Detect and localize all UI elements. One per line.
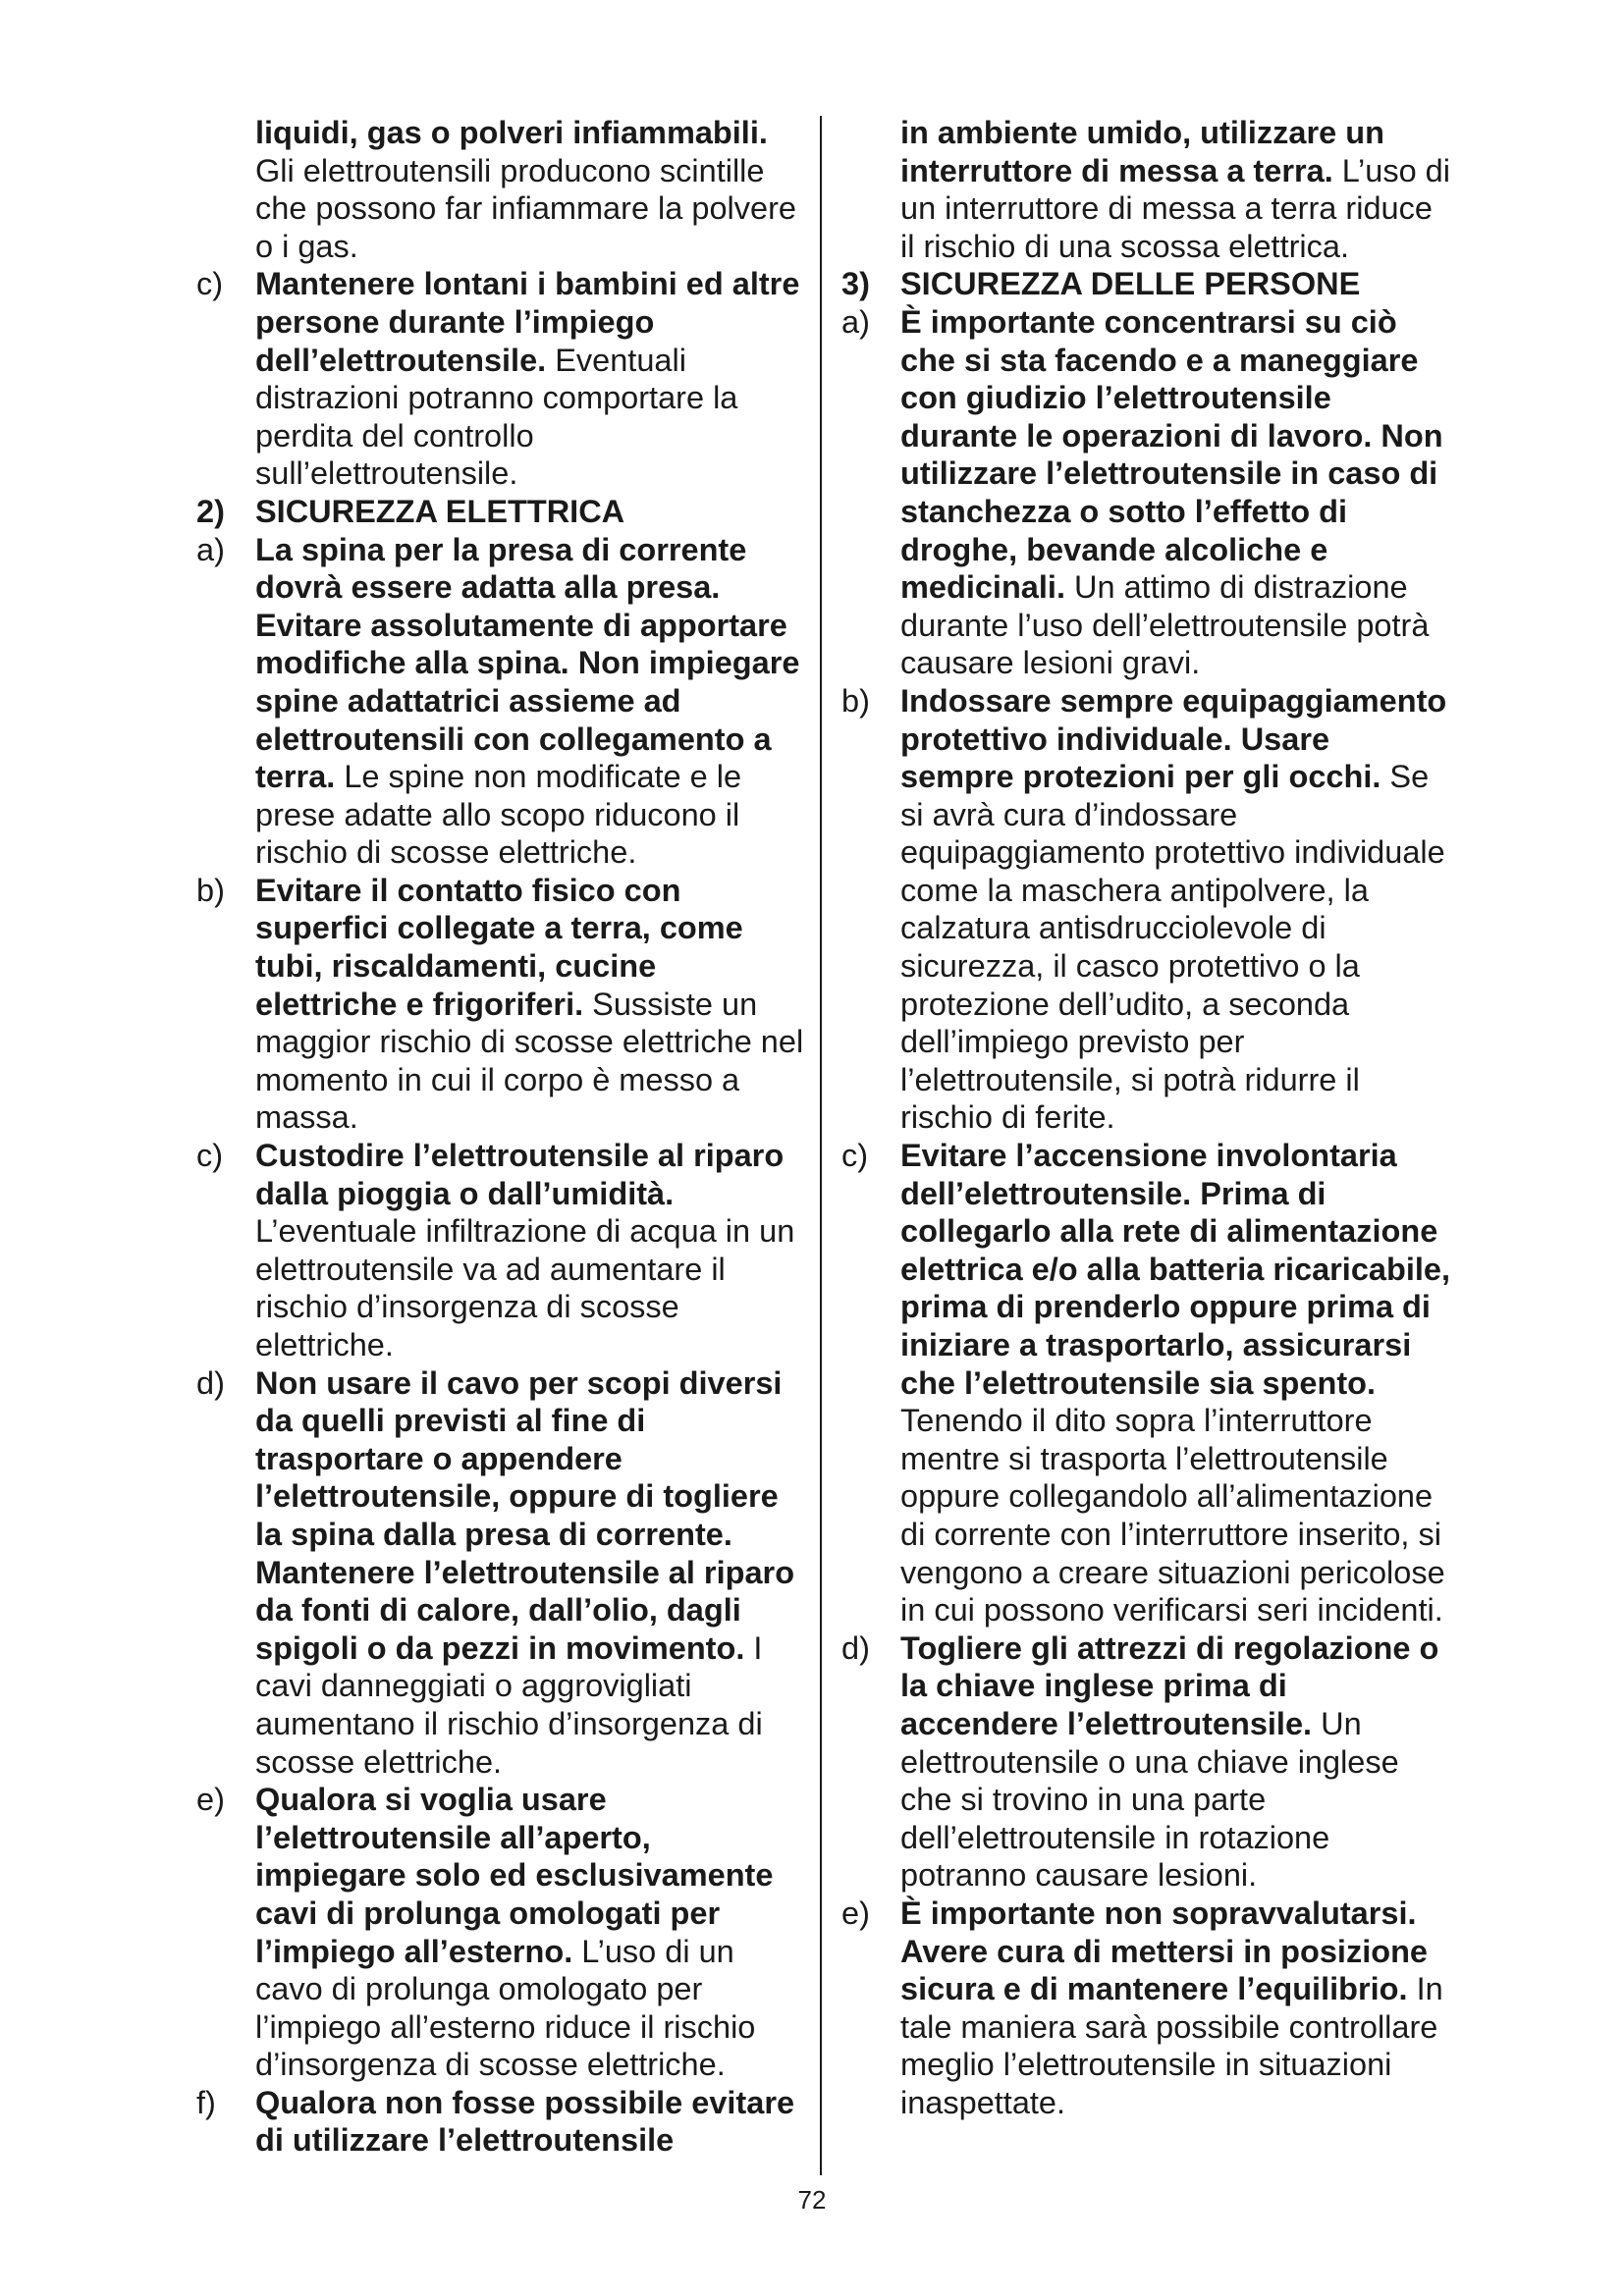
page-number: 72: [797, 2185, 827, 2215]
item-bold-text: Qualora non fosse possibile evitare di utilizzare l’elettroutensile: [255, 2084, 795, 2159]
item-bold-text: Custodire l’elettroutensile al riparo dalla pioggia o dall’umidità.: [255, 1138, 785, 1211]
item-label: a): [196, 531, 225, 567]
item-body-text: Se si avrà cura d’indossare equipaggiamento protettivo individuale come la maschera antipolvere, la calzatura antisdrucciolevole di sicurezza, il casco protettivo o la protezione dell’udito, a seconda dell’impiego previsto per l’elettroutensile, si potrà ridurre il rischio di ferite.: [900, 759, 1445, 1136]
item-label: f): [196, 2084, 216, 2120]
item-body-text: I cavi danneggiati o aggrovigliati aumentano il rischio d’insorgenza di scosse elettriche.: [255, 1629, 763, 1780]
item-label: a): [841, 303, 870, 340]
item-bold-text: Mantenere lontani i bambini ed altre persone durante l’impiego dell’elettroutensile.: [255, 266, 800, 378]
item-label: e): [196, 1782, 225, 1818]
item-bold-text: Indossare sempre equipaggiamento protettivo individuale. Usare sempre protezioni per gli occhi.: [900, 682, 1447, 795]
item-bold-text: È importante concentrarsi su ciò che si sta facendo e a maneggiare con giudizio l’elettroutensile durante le operazioni di lavoro. Non utilizzare l’elettroutensile in caso di stanchezza o sotto l’effetto di droghe, bevande alcoliche e medicinali.: [900, 303, 1443, 606]
section-heading-3: [841, 265, 1450, 303]
left-item-b: [196, 872, 805, 1137]
item-body-text: Sussiste un maggior rischio di scosse elettriche nel momento in cui il corpo è messo a massa.: [255, 986, 804, 1136]
item-bold-text: Togliere gli attrezzi di regolazione o la chiave inglese prima di accendere l’elettroutensile.: [900, 1629, 1439, 1741]
left-intro-paragraph: [196, 114, 805, 265]
section-number: 3): [841, 266, 870, 302]
section-number: 2): [196, 493, 225, 529]
left-item-e: [196, 1781, 805, 2084]
item-label: c): [196, 266, 224, 302]
right-cont-text: L’uso di un interruttore di messa a terra riduce il rischio di una scossa elettrica.: [900, 152, 1450, 264]
right-item-a: [841, 303, 1450, 682]
item-label: c): [841, 1138, 869, 1174]
right-column: [841, 114, 1450, 2121]
left-item-f: [196, 2084, 805, 2160]
left-intro-text: Gli elettroutensili producono scintille che possono far infiammare la polvere o i gas.: [255, 152, 796, 264]
item-label: b): [841, 682, 870, 719]
item-body-text: In tale maniera sarà possibile controllare meglio l’elettroutensile in situazioni inaspettate.: [900, 1971, 1443, 2120]
item-bold-text: Qualora si voglia usare l’elettroutensile all’aperto, impiegare solo ed esclusivamente cavi di prolunga omologati per l’impiego all’esterno.: [255, 1782, 774, 1969]
item-body-text: Eventuali distrazioni potranno comportare la perdita del controllo sull’elettroutensile.: [255, 342, 738, 492]
left-item-c2: [196, 1137, 805, 1364]
section-heading-2: [196, 493, 805, 531]
section-title: SICUREZZA DELLE PERSONE: [900, 266, 1361, 302]
item-bold-text: Evitare l’accensione involontaria dell’elettroutensile. Prima di collegarlo alla rete di alimentazione elettrica e/o alla batteria ricaricabile, prima di prenderlo oppure prima di iniziare a trasportarlo, assicurarsi che l’elettroutensile sia spento.: [900, 1138, 1451, 1401]
item-bold-text: Non usare il cavo per scopi diversi da quelli previsti al fine di trasportare o appendere l’elettroutensile, oppure di togliere la spina dalla presa di corrente. Mantenere l’elettroutensile al riparo da fonti di calore, dall’olio, dagli spigoli o da pezzi in movimento.: [255, 1364, 795, 1666]
right-cont-bold: in ambiente umido, utilizzare un interruttore di messa a terra.: [900, 115, 1384, 188]
column-divider: [820, 116, 822, 2175]
item-bold-text: Evitare il contatto fisico con superfici collegate a terra, come tubi, riscaldamenti, cucine elettriche e frigoriferi.: [255, 872, 743, 1022]
right-item-c: [841, 1137, 1450, 1629]
item-label: e): [841, 1895, 870, 1931]
left-intro-bold: liquidi, gas o polveri infiammabili.: [255, 115, 768, 150]
item-body-text: Le spine non modificate e le prese adatte allo scopo riducono il rischio di scosse elettriche.: [255, 759, 742, 871]
section-title: SICUREZZA ELETTRICA: [255, 493, 625, 529]
item-bold-text: La spina per la presa di corrente dovrà essere adatta alla presa. Evitare assolutamente di apportare modifiche alla spina. Non impiegare spine adattatrici assieme ad elettroutensili con collegamento a terra.: [255, 531, 800, 795]
item-body-text: L’uso di un cavo di prolunga omologato per l’impiego all’esterno riduce il rischio d’insorgenza di scosse elettriche.: [255, 1933, 756, 2083]
right-continuation-paragraph: [841, 114, 1450, 265]
item-label: d): [196, 1364, 225, 1401]
item-bold-text: È importante non sopravvalutarsi. Avere cura di mettersi in posizione sicura e di mantenere l’equilibrio.: [900, 1895, 1429, 2007]
item-body-text: Un attimo di distrazione durante l’uso dell’elettroutensile potrà causare lesioni gravi.: [900, 569, 1430, 681]
right-item-b: [841, 682, 1450, 1137]
item-body-text: Tenendo il dito sopra l’interruttore mentre si trasporta l’elettroutensile oppure collegandolo all’alimentazione di corrente con l’interruttore inserito, si vengono a creare situazioni pericolose in cui possono verificarsi seri incidenti.: [900, 1403, 1445, 1629]
item-body-text: Un elettroutensile o una chiave inglese che si trovino in una parte dell’elettroutensile in rotazione potranno causare lesioni.: [900, 1705, 1399, 1894]
left-item-c: [196, 265, 805, 493]
item-body-text: L’eventuale infiltrazione di acqua in un elettroutensile va ad aumentare il rischio d’insorgenza di scosse elettriche.: [255, 1213, 795, 1362]
left-column: [196, 114, 805, 2160]
item-label: b): [196, 872, 225, 908]
right-item-e: [841, 1895, 1450, 2122]
left-item-a: [196, 531, 805, 872]
left-item-d: [196, 1364, 805, 1782]
right-item-d: [841, 1629, 1450, 1895]
item-label: c): [196, 1138, 224, 1174]
item-label: d): [841, 1629, 870, 1666]
